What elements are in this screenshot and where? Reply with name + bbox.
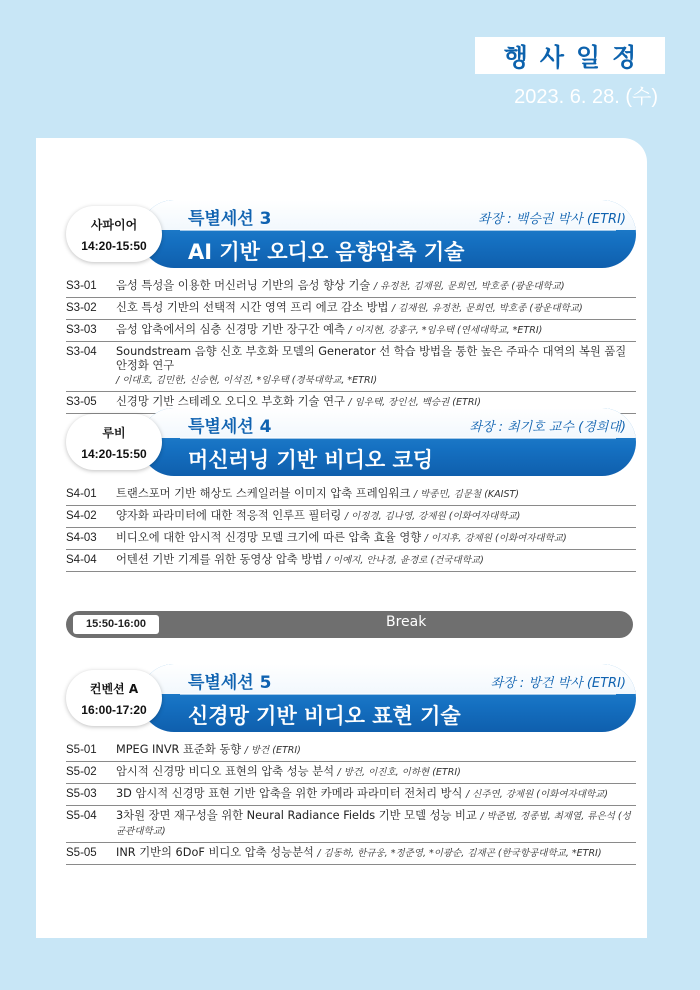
paper-code: S3-01 xyxy=(66,280,97,292)
session-time: 14:20-15:50 xyxy=(81,446,147,461)
paper-title: INR 기반의 6DoF 비디오 압축 성능분석 xyxy=(116,846,314,859)
paper-title: 음성 특성을 이용한 머신러닝 기반의 음성 향상 기술 xyxy=(116,279,371,292)
paper-code: S3-03 xyxy=(66,324,97,336)
paper-authors: / 이지후, 강제원 (이화여자대학교) xyxy=(424,533,567,544)
paper-code: S4-04 xyxy=(66,554,97,566)
paper-authors: / 이예지, 안나경, 윤경로 (건국대학교) xyxy=(326,555,484,566)
paper-title: 암시적 신경망 비디오 표현의 압축 성능 분석 xyxy=(116,765,334,778)
page-title: 행사일정 xyxy=(503,42,649,72)
session-block-3 xyxy=(66,200,636,414)
session-chair: 좌장 : 방건 박사 (ETRI) xyxy=(490,676,626,691)
paper-code: S5-03 xyxy=(66,788,97,800)
session-banner xyxy=(66,200,636,268)
paper-row xyxy=(66,784,636,806)
paper-row xyxy=(66,342,636,392)
paper-authors: / 방건 (ETRI) xyxy=(244,745,301,756)
paper-authors: / 김동하, 한규웅, *정준영, *이광순, 김재곤 (한국항공대학교, *ETRI) xyxy=(317,848,602,859)
paper-authors: / 방건, 이진호, 이하현 (ETRI) xyxy=(337,767,461,778)
session-name: 특별세션 4 xyxy=(188,417,272,437)
paper-authors: / 이대호, 김민한, 신승현, 이석진, *임우택 (경북대학교, *ETRI) xyxy=(116,375,378,386)
session-time: 14:20-15:50 xyxy=(81,238,147,253)
session-banner xyxy=(66,664,636,732)
paper-title: 어텐션 기반 기계를 위한 동영상 압축 방법 xyxy=(116,553,324,566)
paper-row xyxy=(66,843,636,865)
paper-code: S3-04 xyxy=(66,346,97,358)
paper-list xyxy=(66,484,636,572)
session-chair: 좌장 : 최기호 교수 (경희대) xyxy=(469,420,626,435)
paper-row xyxy=(66,276,636,298)
paper-title: MPEG INVR 표준화 동향 xyxy=(116,743,242,756)
header-title-box xyxy=(475,37,665,74)
paper-title: Soundstream 음향 신호 부호화 모델의 Generator 선 학습 방법을 통한 높은 주파수 대역의 복원 품질 안정화 연구 xyxy=(116,345,627,372)
paper-code: S5-01 xyxy=(66,744,97,756)
paper-authors: / 박종민, 김문철 (KAIST) xyxy=(413,489,519,500)
paper-row xyxy=(66,550,636,572)
paper-title: 3D 암시적 신경망 표현 기반 압축을 위한 카메라 파라미터 전처리 방식 xyxy=(116,787,463,800)
paper-authors: / 김재원, 유정찬, 문희연, 박호종 (광운대학교) xyxy=(391,303,583,314)
paper-authors: / 임우택, 장인선, 백승권 (ETRI) xyxy=(348,397,481,408)
paper-row xyxy=(66,740,636,762)
session-banner xyxy=(66,408,636,476)
session-name: 특별세션 3 xyxy=(188,209,272,229)
session-room: 컨벤션 A xyxy=(89,681,139,696)
event-date: 2023. 6. 28. (수) xyxy=(514,86,658,108)
paper-code: S5-02 xyxy=(66,766,97,778)
paper-row xyxy=(66,806,636,843)
paper-code: S5-05 xyxy=(66,847,97,859)
paper-authors: / 유정찬, 김재원, 문희연, 박호종 (광운대학교) xyxy=(373,281,565,292)
paper-authors: / 이지현, 강홍구, *임우택 (연세대학교, *ETRI) xyxy=(348,325,543,336)
paper-authors: / 이정경, 김나영, 강제원 (이화여자대학교) xyxy=(344,511,521,522)
session-room-badge xyxy=(66,206,162,262)
session-room: 루비 xyxy=(102,425,126,440)
paper-title: 트랜스포머 기반 해상도 스케일러블 이미지 압축 프레임워크 xyxy=(116,487,411,500)
session-topic: 머신러닝 기반 비디오 코딩 xyxy=(188,448,434,472)
session-room: 사파이어 xyxy=(90,217,138,232)
session-name: 특별세션 5 xyxy=(188,673,272,693)
paper-code: S3-02 xyxy=(66,302,97,314)
paper-title: 양자화 파라미터에 대한 적응적 인루프 필터링 xyxy=(116,509,342,522)
paper-row xyxy=(66,320,636,342)
paper-row xyxy=(66,484,636,506)
session-block-5 xyxy=(66,664,636,865)
session-room-badge xyxy=(66,670,162,726)
session-chair: 좌장 : 백승권 박사 (ETRI) xyxy=(478,212,626,227)
paper-code: S4-02 xyxy=(66,510,97,522)
break-bar xyxy=(66,611,633,638)
session-block-4 xyxy=(66,408,636,572)
paper-title: 3차원 장면 재구성을 위한 Neural Radiance Fields 기반 모델 성능 비교 xyxy=(116,809,477,822)
paper-code: S4-03 xyxy=(66,532,97,544)
paper-row xyxy=(66,528,636,550)
session-topic: AI 기반 오디오 음향압축 기술 xyxy=(188,240,465,264)
paper-list xyxy=(66,276,636,414)
paper-row xyxy=(66,506,636,528)
paper-title: 비디오에 대한 암시적 신경망 모델 크기에 따른 압축 효율 영향 xyxy=(116,531,422,544)
paper-authors: / 박준범, 정종범, 최재열, 류은석 (성균관대학교) xyxy=(116,811,631,837)
paper-authors: / 신주연, 강제원 (이화여자대학교) xyxy=(465,789,608,800)
session-topic: 신경망 기반 비디오 표현 기술 xyxy=(188,704,461,728)
paper-title: 음성 압축에서의 심층 신경망 기반 장구간 예측 xyxy=(116,323,345,336)
paper-code: S3-05 xyxy=(66,396,97,408)
paper-title: 신경망 기반 스테레오 오디오 부호화 기술 연구 xyxy=(116,395,345,408)
paper-code: S4-01 xyxy=(66,488,97,500)
break-label: Break xyxy=(386,614,427,630)
paper-list xyxy=(66,740,636,865)
paper-code: S5-04 xyxy=(66,810,97,822)
session-time: 16:00-17:20 xyxy=(81,702,147,717)
paper-row xyxy=(66,762,636,784)
session-room-badge xyxy=(66,414,162,470)
paper-row xyxy=(66,298,636,320)
paper-title: 신호 특성 기반의 선택적 시간 영역 프리 에코 감소 방법 xyxy=(116,301,389,314)
break-time: 15:50-16:00 xyxy=(73,615,159,634)
